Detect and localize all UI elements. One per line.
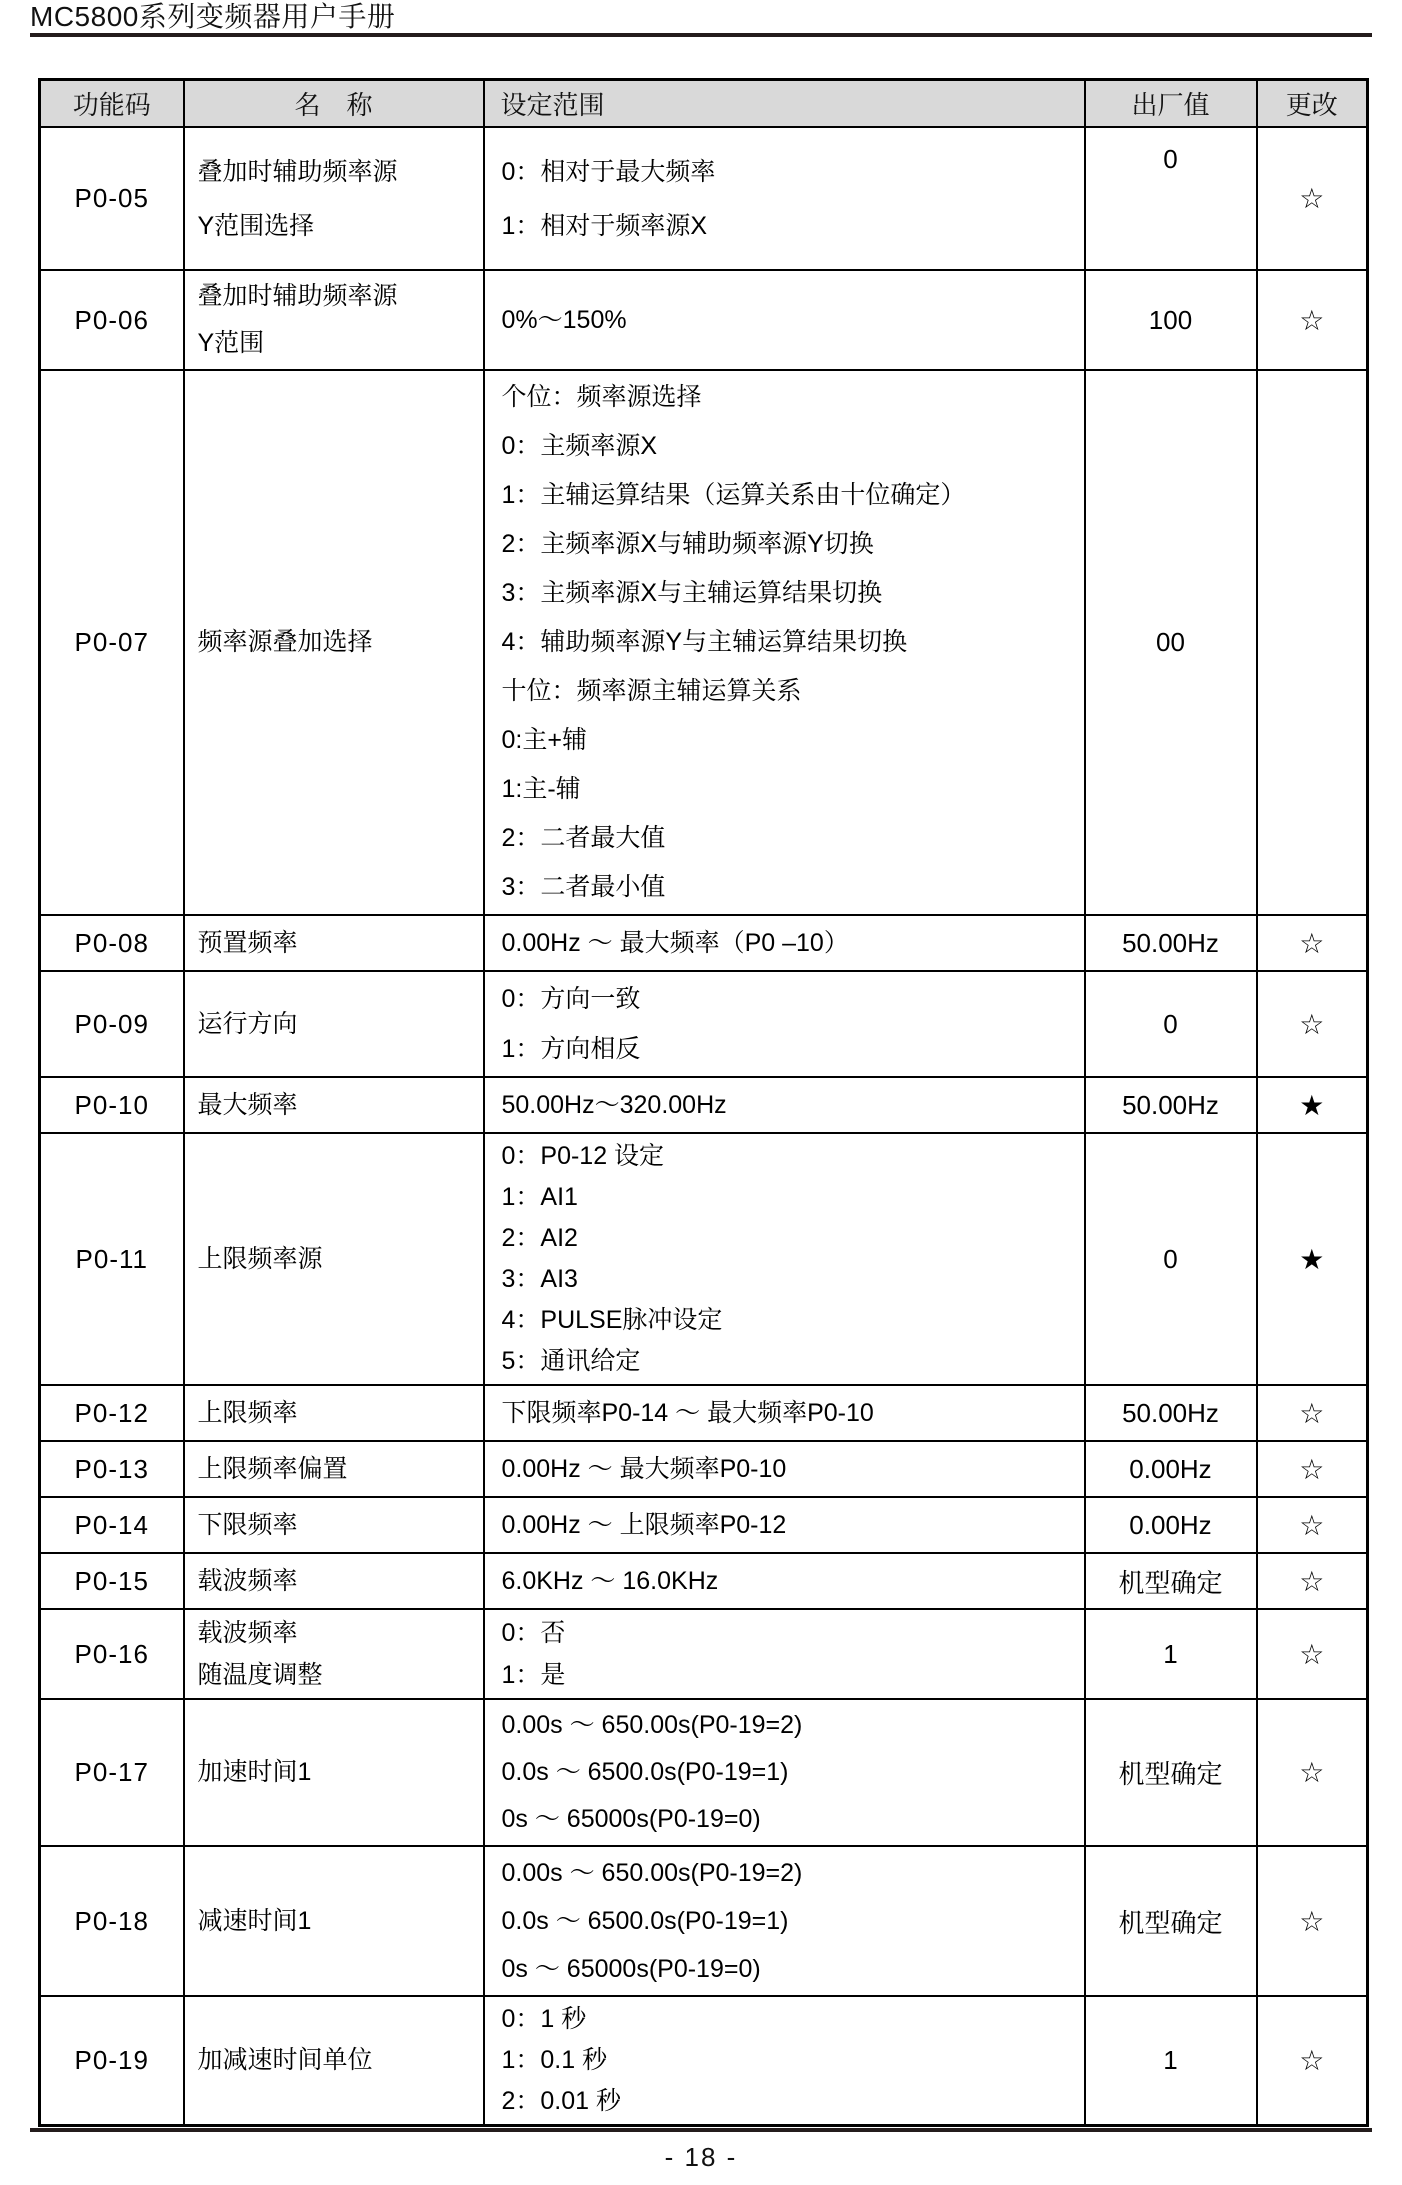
cell-line: 6.0KHz ～ 16.0KHz [501,1567,719,1595]
cell-function-code: P0-09 [40,971,184,1077]
cell-function-code: P0-15 [40,1553,184,1609]
cell-line: 上限频率偏置 [197,1455,348,1483]
cell-factory-value: 0 [1085,127,1257,270]
cell-name [184,1846,484,1996]
page-number: - 18 - [664,2142,738,2172]
cell-line: 2：主频率源X与辅助频率源Y切换 [501,530,874,558]
cell-line: 0.00s ～ 650.00s(P0-19=2) [501,1711,803,1739]
cell-line: 50.00Hz～320.00Hz [501,1091,727,1119]
cell-function-code: P0-12 [40,1385,184,1441]
table-row [40,915,1368,971]
cell-function-code: P0-14 [40,1497,184,1553]
cell-line: 预置频率 [197,929,298,957]
cell-line: 0s ～ 65000s(P0-19=0) [501,1955,761,1983]
cell-change-flag: ☆ [1257,1497,1368,1553]
cell-line: 载波频率 [197,1567,298,1595]
table-row [40,370,1368,915]
cell-change-flag: ★ [1257,1077,1368,1133]
cell-line: 载波频率 [197,1619,298,1647]
cell-line: 0：否 [501,1619,566,1647]
cell-function-code: P0-06 [40,270,184,370]
cell-line: 0：主频率源X [501,432,658,460]
cell-line: 0：相对于最大频率 [501,157,716,186]
cell-name [184,1553,484,1609]
cell-change-flag: ☆ [1257,1846,1368,1996]
cell-function-code: P0-11 [40,1133,184,1385]
column-header-factory-value: 出厂值 [1085,80,1257,128]
cell-function-code: P0-10 [40,1077,184,1133]
cell-factory-value: 0 [1085,1133,1257,1385]
cell-setting-range [484,1846,1085,1996]
cell-function-code: P0-05 [40,127,184,270]
cell-line: 十位：频率源主辅运算关系 [501,677,802,705]
cell-function-code: P0-13 [40,1441,184,1497]
cell-change-flag: ★ [1257,1133,1368,1385]
cell-setting-range [484,270,1085,370]
cell-line: 1：0.1 秒 [501,2046,608,2074]
cell-line: 1：相对于频率源X [501,211,708,240]
cell-factory-value: 机型确定 [1085,1846,1257,1996]
cell-factory-value: 100 [1085,270,1257,370]
cell-line: 0.00s ～ 650.00s(P0-19=2) [501,1859,803,1887]
cell-line: 0：P0-12 设定 [501,1142,665,1170]
cell-line: 0%～150% [501,305,627,334]
cell-setting-range [484,1077,1085,1133]
cell-name [184,1996,484,2126]
cell-line: Y范围选择 [197,211,315,240]
cell-change-flag: ☆ [1257,1699,1368,1846]
table-row [40,971,1368,1077]
cell-line: 叠加时辅助频率源 [197,157,398,186]
cell-line: 3：AI3 [501,1265,578,1293]
cell-name [184,1133,484,1385]
cell-name [184,127,484,270]
cell-setting-range [484,370,1085,915]
cell-name [184,971,484,1077]
table-row [40,1996,1368,2126]
cell-line: 叠加时辅助频率源 [197,282,398,310]
cell-line: 0.0s ～ 6500.0s(P0-19=1) [501,1758,789,1786]
table-header-row [40,80,1368,128]
cell-change-flag [1257,370,1368,915]
cell-factory-value: 1 [1085,1996,1257,2126]
cell-name [184,1699,484,1846]
table-row [40,1609,1368,1699]
cell-change-flag: ☆ [1257,1553,1368,1609]
column-header-change: 更改 [1257,80,1368,128]
cell-line: 加减速时间单位 [197,2046,373,2074]
cell-line: 下限频率P0-14 ～ 最大频率P0-10 [501,1399,874,1427]
cell-line: 0s ～ 65000s(P0-19=0) [501,1805,761,1833]
table-row [40,1441,1368,1497]
cell-factory-value: 0.00Hz [1085,1497,1257,1553]
cell-line: 5：通讯给定 [501,1347,641,1375]
cell-line: 0：1 秒 [501,2005,587,2033]
cell-line: 2：AI2 [501,1224,578,1252]
table-row [40,1699,1368,1846]
parameter-table [38,78,1369,2127]
cell-setting-range [484,1441,1085,1497]
cell-factory-value: 50.00Hz [1085,915,1257,971]
cell-line: 0.00Hz ～ 最大频率P0-10 [501,1455,787,1483]
cell-setting-range [484,1553,1085,1609]
column-header-setting-range: 设定范围 [484,80,1085,128]
cell-line: 2：二者最大值 [501,824,666,852]
cell-line: 1：是 [501,1661,566,1689]
cell-factory-value: 0 [1085,971,1257,1077]
cell-name [184,1609,484,1699]
cell-name [184,915,484,971]
column-header-name: 名 称 [184,80,484,128]
cell-line: 0.00Hz ～ 最大频率（P0 –10） [501,929,849,957]
cell-line: 1:主-辅 [501,775,581,803]
cell-name [184,1441,484,1497]
cell-setting-range [484,971,1085,1077]
cell-function-code: P0-19 [40,1996,184,2126]
column-header-function-code: 功能码 [40,80,184,128]
cell-line: 0.0s ～ 6500.0s(P0-19=1) [501,1907,789,1935]
cell-line: 2：0.01 秒 [501,2087,622,2115]
cell-change-flag: ☆ [1257,1441,1368,1497]
cell-line: 0:主+辅 [501,726,587,754]
title-rule [30,33,1372,37]
cell-line: 上限频率 [197,1399,298,1427]
cell-line: 1：主辅运算结果（运算关系由十位确定） [501,481,966,509]
cell-setting-range [484,1699,1085,1846]
cell-change-flag: ☆ [1257,270,1368,370]
cell-name [184,370,484,915]
cell-setting-range [484,1497,1085,1553]
cell-function-code: P0-18 [40,1846,184,1996]
cell-name [184,1385,484,1441]
cell-line: 0：方向一致 [501,985,641,1013]
cell-factory-value: 50.00Hz [1085,1385,1257,1441]
cell-factory-value: 50.00Hz [1085,1077,1257,1133]
cell-factory-value: 机型确定 [1085,1699,1257,1846]
table-row [40,1497,1368,1553]
cell-factory-value: 机型确定 [1085,1553,1257,1609]
cell-function-code: P0-17 [40,1699,184,1846]
cell-function-code: P0-07 [40,370,184,915]
cell-line: 运行方向 [197,1010,298,1038]
table-row [40,127,1368,270]
table-row [40,270,1368,370]
table-row [40,1077,1368,1133]
cell-line: 4：辅助频率源Y与主辅运算结果切换 [501,628,908,656]
cell-name [184,1077,484,1133]
cell-line: 个位：频率源选择 [501,383,702,411]
footer-rule [30,2128,1372,2132]
cell-change-flag: ☆ [1257,127,1368,270]
cell-change-flag: ☆ [1257,915,1368,971]
cell-line: Y范围 [197,329,265,357]
cell-change-flag: ☆ [1257,971,1368,1077]
cell-change-flag: ☆ [1257,1609,1368,1699]
cell-line: 0.00Hz ～ 上限频率P0-12 [501,1511,787,1539]
cell-factory-value: 0.00Hz [1085,1441,1257,1497]
cell-setting-range [484,1133,1085,1385]
cell-line: 1：AI1 [501,1183,578,1211]
cell-line: 4：PULSE脉冲设定 [501,1306,723,1334]
cell-function-code: P0-16 [40,1609,184,1699]
cell-line: 频率源叠加选择 [197,628,373,656]
cell-line: 下限频率 [197,1511,298,1539]
table-row [40,1133,1368,1385]
cell-setting-range [484,1609,1085,1699]
cell-setting-range [484,1996,1085,2126]
cell-line: 加速时间1 [197,1758,312,1786]
cell-factory-value: 00 [1085,370,1257,915]
cell-line: 3：主频率源X与主辅运算结果切换 [501,579,883,607]
table-row [40,1846,1368,1996]
table-row [40,1385,1368,1441]
cell-change-flag: ☆ [1257,1385,1368,1441]
cell-name [184,270,484,370]
table-row [40,1553,1368,1609]
cell-line: 3：二者最小值 [501,873,666,901]
doc-title: MC5800系列变频器用户手册 [30,1,396,32]
cell-line: 随温度调整 [197,1661,323,1689]
cell-line: 上限频率源 [197,1244,323,1273]
cell-line: 最大频率 [197,1091,298,1119]
table-body [40,127,1368,2126]
cell-setting-range [484,915,1085,971]
cell-factory-value: 1 [1085,1609,1257,1699]
cell-setting-range [484,127,1085,270]
cell-line: 1：方向相反 [501,1035,641,1063]
cell-name [184,1497,484,1553]
cell-function-code: P0-08 [40,915,184,971]
cell-setting-range [484,1385,1085,1441]
cell-line: 减速时间1 [197,1907,312,1935]
cell-change-flag: ☆ [1257,1996,1368,2126]
